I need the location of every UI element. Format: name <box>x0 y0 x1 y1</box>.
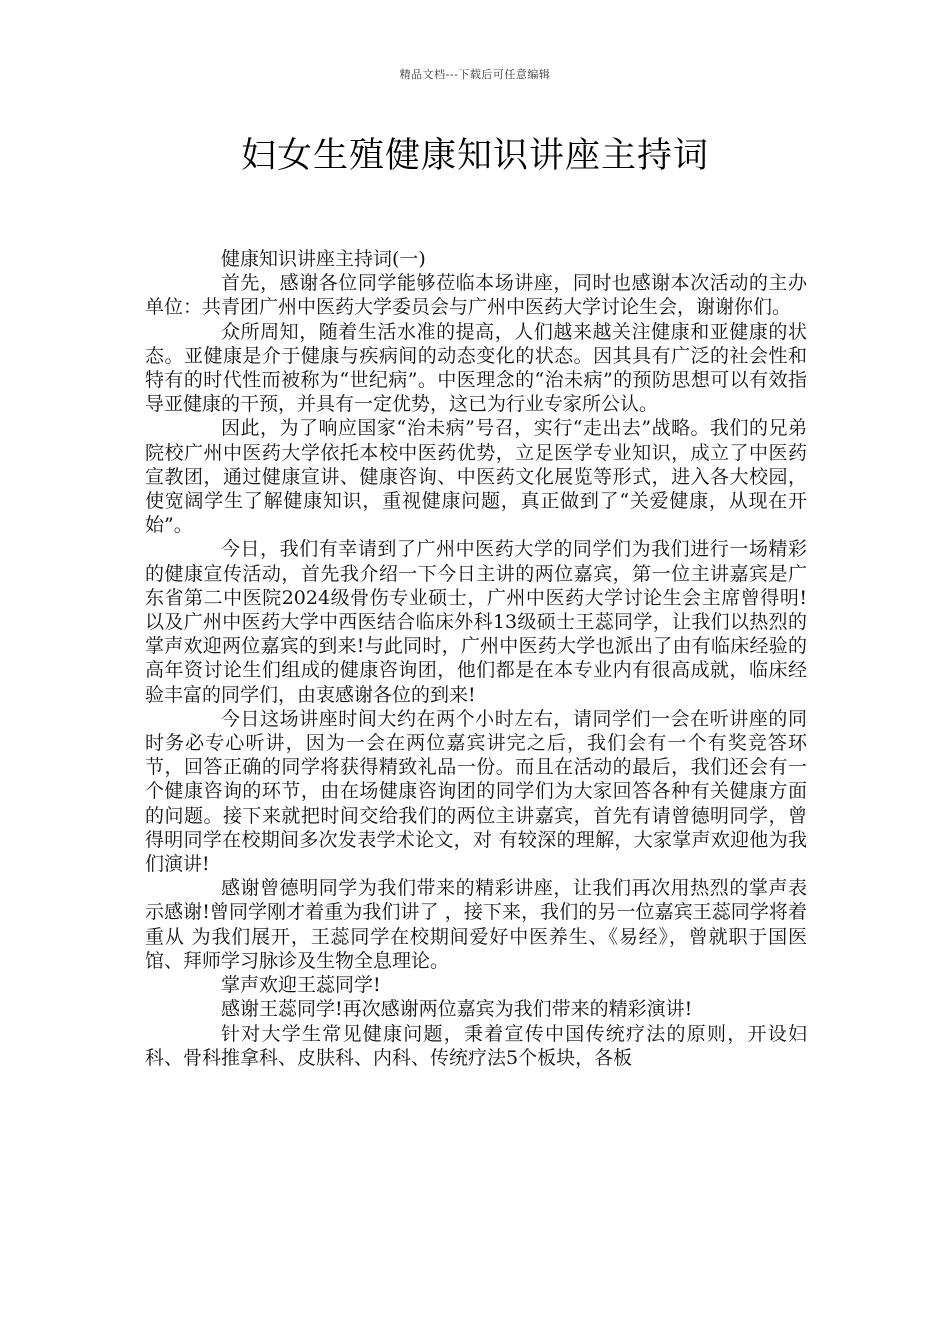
paragraph: 今日，我们有幸请到了广州中医药大学的同学们为我们进行一场精彩的健康宣传活动，首先我介绍一下今日主讲的两位嘉宾，第一位主讲嘉宾是广东省第二中医院2024级骨伤专业硕士，广州中医药大学讨论生会主席曾得明!以及广州中医药大学中西医结合临床外科13级硕士王蕊同学，让我们以热烈的掌声欢迎两位嘉宾的到来!与此同时，广州中医药大学也派出了由有临床经验的高年资讨论生们组成的健康咨询团，他们都是在本专业内有很高成就，临床经验丰富的同学们，由衷感谢各位的到来! <box>145 538 807 706</box>
paragraph: 感谢王蕊同学!再次感谢两位嘉宾为我们带来的精彩演讲! <box>221 998 693 1021</box>
paragraph: 今日这场讲座时间大约在两个小时左右，请同学们一会在听讲座的同时务必专心听讲，因为一会在两位嘉宾讲完之后，我们会有一个有奖竞答环节，回答正确的同学将获得精致礼品一份。而且在活动的最后，我们还会有一个健康咨询的环节，由在场健康咨询团的同学们为大家回答各种有关健康方面的问题。接下来就把时间交给我们的两位主讲嘉宾，首先有请曾德明同学，曾得明同学在校期间多次发表学术论文，对 有较深的理解，大家掌声欢迎他为我们演讲! <box>145 707 807 876</box>
paragraph: 针对大学生常见健康问题，秉着宣传中国传统疗法的原则，开设妇科、骨科推拿科、皮肤科、内科、传统疗法5个板块，各板 <box>145 1022 807 1069</box>
header-note: 精品文档---下载后可任意编辑 <box>399 68 551 81</box>
paragraph: 感谢曾德明同学为我们带来的精彩讲座，让我们再次用热烈的掌声表示感谢!曾同学刚才着重为我们讲了 ，接下来，我们的另一位嘉宾王蕊同学将着重从 为我们展开，王蕊同学在校期间爱好中医养生、《易经》，曾就职于国医馆、拜师学习脉诊及生物全息理论。 <box>145 877 807 972</box>
paragraph: 首先，感谢各位同学能够莅临本场讲座，同时也感谢本次活动的主办单位：共青团广州中医药大学委员会与广州中医药大学讨论生会，谢谢你们。 <box>145 272 807 319</box>
paragraph: 因此，为了响应国家“治未病”号召，实行“走出去”战略。我们的兄弟院校广州中医药大学依托本校中医药优势，立足医学专业知识，成立了中医药宣教团，通过健康宣讲、健康咨询、中医药文化展览等形式，进入各大校园，使宽阔学生了解健康知识，重视健康问题，真正做到了“关爱健康，从现在开始”。 <box>145 417 807 537</box>
paragraph: 众所周知，随着生活水准的提高，人们越来越关注健康和亚健康的状态。亚健康是介于健康与疾病间的动态变化的状态。因其具有广泛的社会性和特有的时代性而被称为“世纪病”。中医理念的“治未病”的预防思想可以有效指导亚健康的干预，并具有一定优势，这已为行业专家所公认。 <box>145 320 807 416</box>
paragraph: 掌声欢迎王蕊同学! <box>221 974 381 997</box>
document-body <box>145 247 807 1070</box>
document-title: 妇女生殖健康知识讲座主持词 <box>240 136 709 176</box>
section-heading: 健康知识讲座主持词(一) <box>221 248 426 270</box>
